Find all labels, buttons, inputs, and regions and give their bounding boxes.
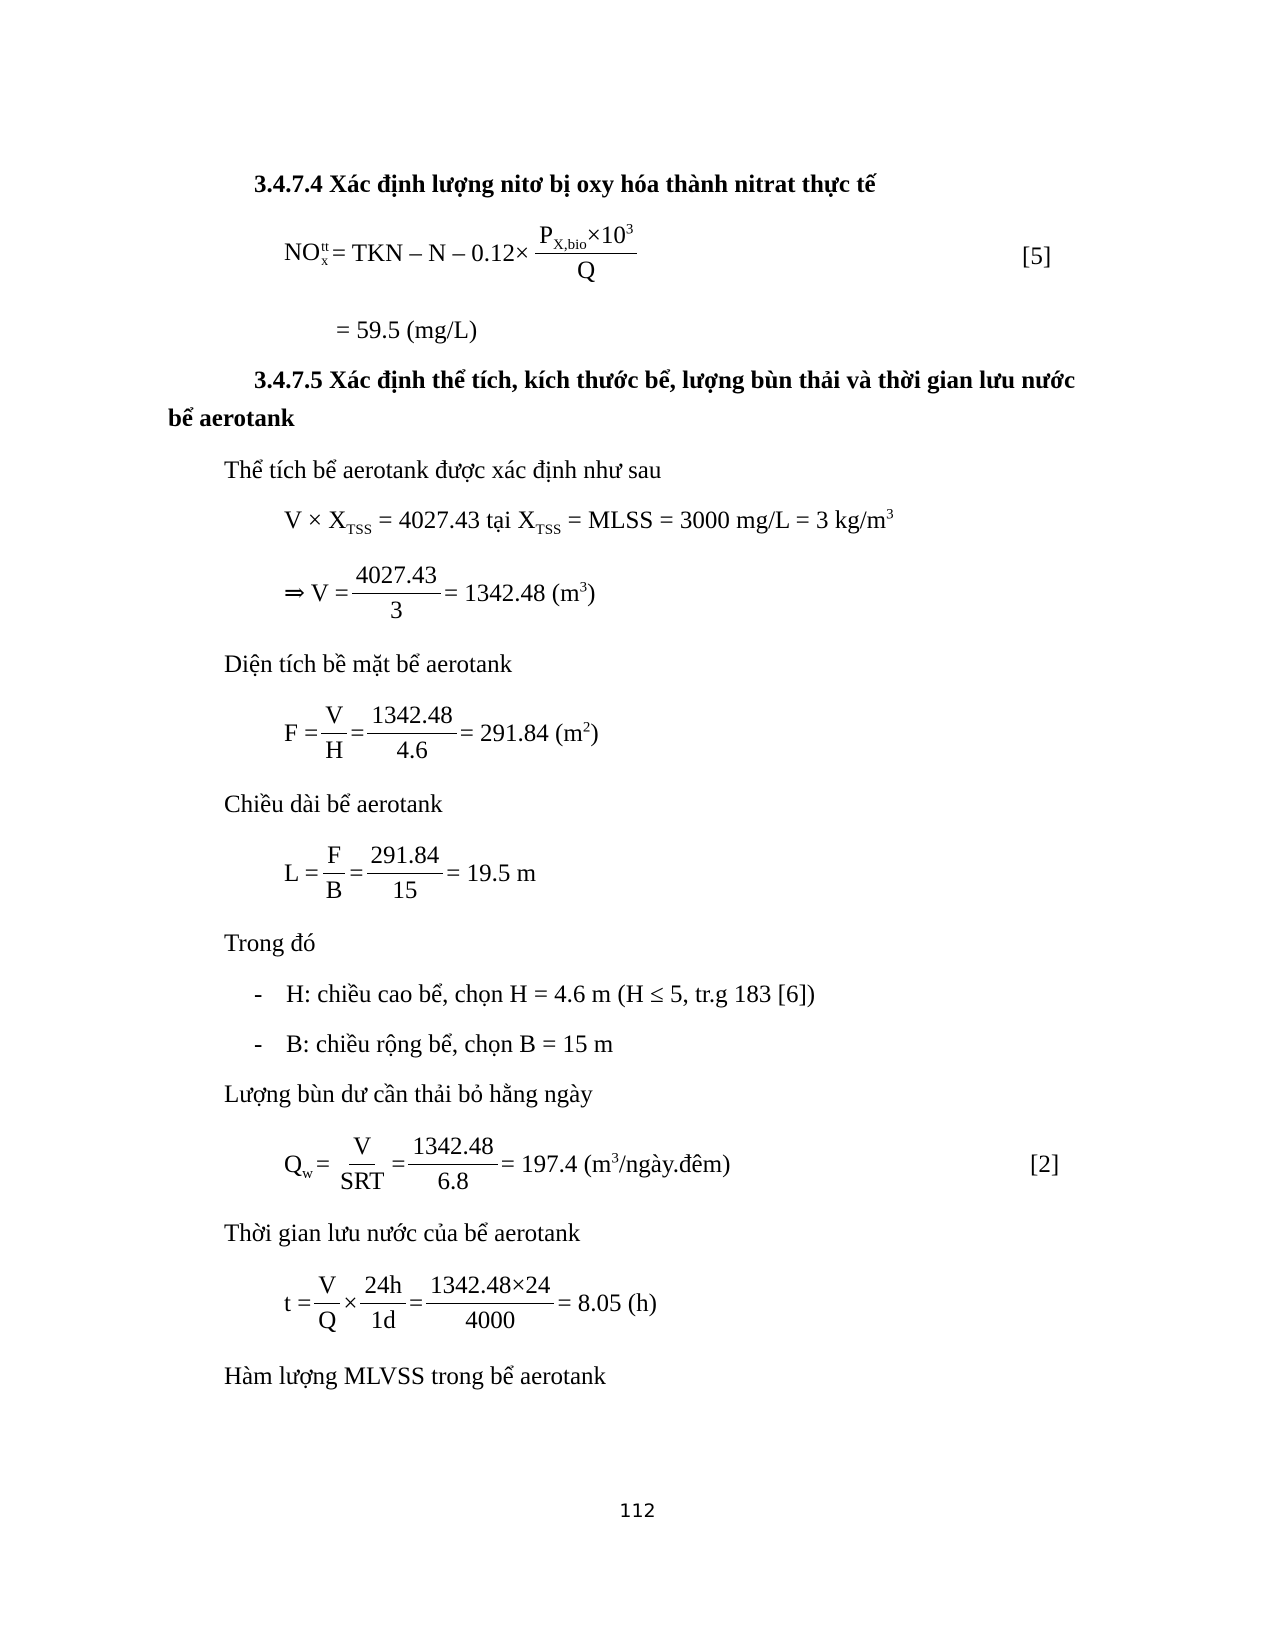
equation-ref-5: [5]: [1022, 243, 1052, 270]
eq-qw-fraction-1: V SRT: [340, 1133, 385, 1195]
eq-nox-mid: = TKN – N – 0.12×: [331, 239, 530, 267]
paragraph-mlvss: Hàm lượng MLVSS trong bể aerotank: [224, 1363, 607, 1390]
paragraph-length: Chiều dài bể aerotank: [224, 791, 443, 818]
section-heading-3-4-7-5: 3.4.7.5 Xác định thể tích, kích thước bể, lượng bùn thải và thời gian lưu nước: [254, 367, 1076, 394]
eq-t-fraction-2: $\frac{24h}{1d}$: [360, 1272, 406, 1335]
page-number: 112: [619, 1500, 656, 1522]
list-item-text: B: chiều rộng bể, chọn B = 15 m: [286, 1031, 614, 1058]
eq-f-fraction-1: $\frac{V}{H}$: [321, 702, 347, 765]
equation-nox-result: = 59.5 (mg/L): [336, 317, 478, 344]
section-heading-3-4-7-5-cont: bể aerotank: [168, 405, 295, 432]
equation-length: L = $\frac{F}{B}$ = $\frac{291.84}{15}$ = 19.5 m: [284, 842, 537, 904]
list-item: -: [254, 1031, 263, 1058]
equation-area: F = $\frac{V}{H}$ = $\frac{1342.48}{4.6}$ = 291.84 $(m^2)$: [284, 702, 599, 764]
eq-nox-lhs: NO tt x: [284, 239, 329, 269]
equation-nox: [284, 222, 640, 285]
paragraph-sludge: Lượng bùn dư cần thải bỏ hằng ngày: [224, 1081, 593, 1108]
paragraph-volume: Thể tích bể aerotank được xác định như sau: [224, 457, 662, 484]
list-item: -: [254, 981, 263, 1008]
eq-nox-fraction: $P_{X,bio}\times 10^3$ Q: [535, 222, 637, 285]
eq-l-fraction-2: $\frac{291.84}{15}$: [367, 842, 444, 905]
equation-v-xtss: $V \times X_{TSS} = 4027.43$ tại $X_{TSS}$ = MLSS = 3000 mg/L = 3 $kg/m^3$: [284, 506, 894, 538]
list-item-text: H: chiều cao bể, chọn H = 4.6 m (H ≤ 5, tr.g 183 [6]): [286, 981, 816, 1008]
equation-ref-2: [2]: [1030, 1151, 1060, 1178]
eq-v-fraction: $\frac{4027.43}{3}$: [352, 562, 441, 625]
equation-sludge: $Q_w$ = V SRT = $\frac{1342.48}{6.8}$ = 197.4 $(m^3/ngày.đêm)$: [284, 1133, 731, 1195]
paragraph-area: Diện tích bề mặt bể aerotank: [224, 651, 513, 678]
eq-l-fraction-1: $\frac{F}{B}$: [322, 842, 347, 905]
paragraph-hrt: Thời gian lưu nước của bể aerotank: [224, 1220, 581, 1247]
equation-hrt: t = $\frac{V}{Q}$ × $\frac{24h}{1d}$ = $\frac{1342.48\times 24}{4000}$ = 8.05 (h): [284, 1272, 657, 1334]
equation-volume: ⇒ V = $\frac{4027.43}{3}$ = 1342.48 $(m^3)$: [284, 562, 596, 624]
eq-f-fraction-2: $\frac{1342.48}{4.6}$: [367, 702, 456, 765]
section-heading-3-4-7-4: 3.4.7.4 Xác định lượng nitơ bị oxy hóa thành nitrat thực tế: [254, 171, 876, 198]
eq-t-fraction-1: $\frac{V}{Q}$: [314, 1272, 340, 1335]
eq-qw-fraction-2: $\frac{1342.48}{6.8}$: [408, 1133, 497, 1196]
eq-t-fraction-3: $\frac{1342.48\times 24}{4000}$: [426, 1272, 554, 1335]
paragraph-where: Trong đó: [224, 930, 316, 957]
